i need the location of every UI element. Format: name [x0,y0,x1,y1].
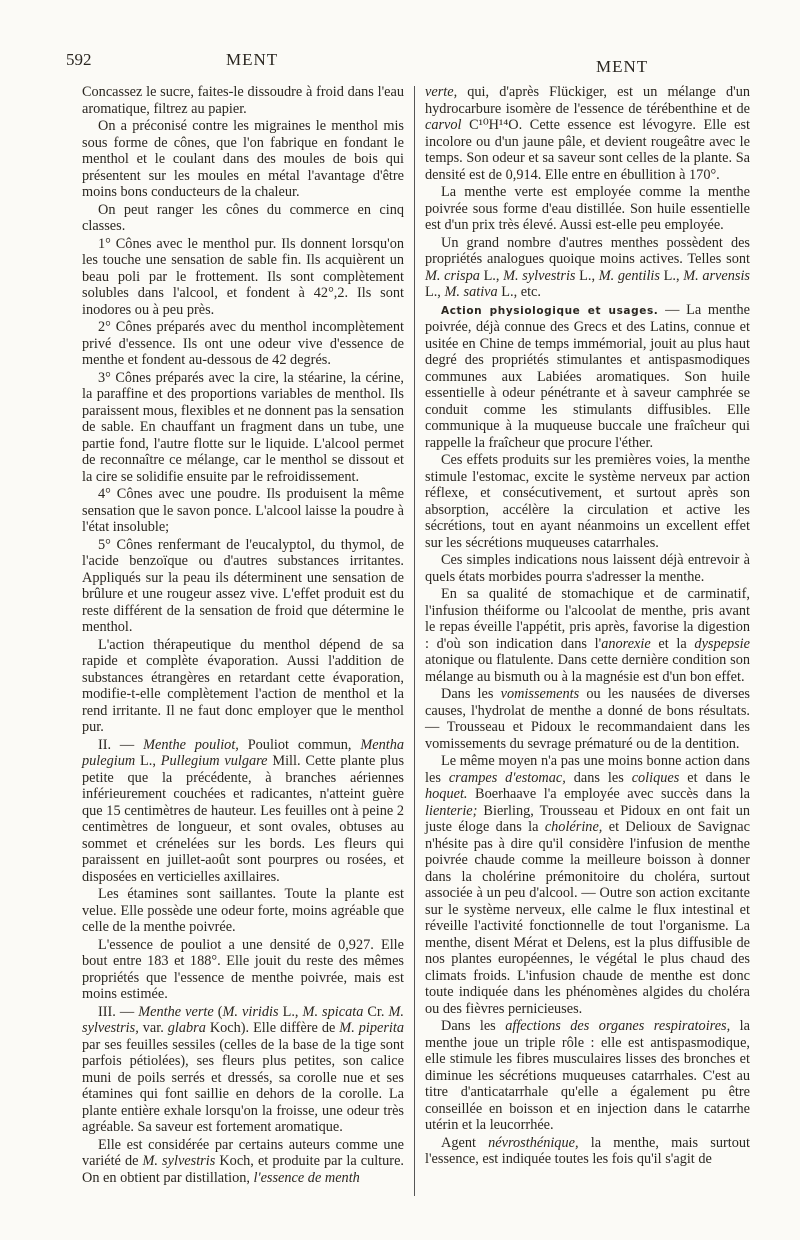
paragraph-menthe-verte [82,1004,404,1136]
paragraph: Ces effets produits sur les premières voies, la menthe stimule l'estomac, excite le système nerveux par action réflexe, et consécutivement, et surtout après son absorption, accélère la circulation et active les sécrétions, tout en ayant néanmoins un excellent effet sur les sécrétions muqueuses catarrhales. [425,452,750,551]
paragraph: Concassez le sucre, faites-le dissoudre à froid dans l'eau aromatique, filtrez au papier. [82,84,404,117]
running-head-left: MENT [226,50,279,69]
text-run: ( [213,1003,223,1020]
right-column [425,84,750,1169]
species-name: M. sylvestris [142,1153,216,1169]
text-run: la menthe, mais surtout l'essence, est indiquée toutes les fois qu'il s'agit de [425,1134,750,1167]
species-name: M. piperita [339,1020,404,1036]
left-column [82,84,404,1187]
paragraph: 5° Cônes renfermant de l'eucalyptol, du thymol, de l'acide benzoïque ou d'autres substances irritantes. Appliqués sur la peau ils déterminent une sensation de brûlure et une rougeur assez vive. L'effet produit est du reste différent de la sensation de froid que détermine le menthol. [82,536,404,635]
text-run: Koch, et produite par la culture. On en obtient par distillation, [82,1153,404,1186]
text-run: Un grand nombre d'autres menthes possèdent des propriétés analogues quoique moins actives. Telles sont [425,234,750,267]
paragraph [425,235,750,301]
text-run: L., [479,267,504,284]
text-run: atonique ou flatulente. Dans cette dernière condition son mélange au bismuth ou à la magnésie est d'un bon effet. [425,652,750,685]
species-name: glabra [167,1020,206,1036]
text-run: Bierling, Trousseau et Pidoux en ont fait un juste éloge dans la [425,802,750,835]
text-run: qui, d'après Flückiger, est un mélange d'un hydrocarbure isomère de l'essence de térébenthine et de [425,84,750,117]
species-name: Pullegium vulgare [160,753,268,769]
text-run: L., [278,1003,303,1020]
text-run: — La menthe poivrée, déjà connue des Grecs et des Latins, connue et usitée en Chine de temps immémorial, jouit au plus haut degré des propriétés stimulantes et antispasmodiques communes aux Labiées aromatiques. Son huile essentielle à odeur pénétrante et à saveur camphrée se conduit comme les stimulants diffusibles. Elle communique à la muqueuse buccale une fraîcheur qui rappelle la fraîcheur que procure l'éther. [425,301,750,451]
paragraph: 3° Cônes préparés avec la cire, la stéarine, la cérine, la paraffine et des proportions variables de menthol. Ils paraissent mous, flexibles et ne donnent pas la sensation de sable. En chauffant un fragment dans un tube, une partie fond, l'autre flotte sur le liquide. L'alcool permet de reconnaître ce mélange, car le menthol se dissout et la cire se solidifie ensuite par le refroidissement. [82,369,405,485]
paragraph [425,84,750,183]
text-run: Elle est considérée par certains auteurs comme une variété de [82,1136,404,1169]
text-run: Pouliot commun, [238,736,361,753]
emphasis: anorexie [601,635,651,652]
text-run: C¹⁰H¹⁴O. Cette essence est lévogyre. Elle est incolore ou d'un jaune pâle, et devient rougeâtre avec le temps. Son odeur et sa saveur sont celles de la plante. Sa densité est de 0,914. Elle entre en ébullition à 170°. [425,117,750,183]
text-run: L., [659,267,684,284]
text-run: Agent [441,1134,489,1151]
text-run: L., [425,284,445,300]
species-name: M. sylvestris, [82,1003,404,1036]
text-run: var. [138,1020,168,1036]
text-run: la menthe joue un triple rôle : elle est antispasmodique, elle stimule les fibres musculaires lisses des bronches et diminue les sécrétions muqueuses catarrhales. C'est au titre d'anticatarrhale qu'elle a également pu être conseillée en boisson et en injection dans le catarrhe utérin et la leucorrhée. [425,1018,750,1133]
emphasis: vomissements [500,686,580,702]
text-run: L., etc. [497,284,541,300]
paragraph: La menthe verte est employée comme la menthe poivrée sous forme d'eau distillée. Son huile essentielle est d'un prix très élevé. Aussi est-elle peu employée. [425,184,750,233]
species-name: M. viridis [222,1003,279,1020]
species-name: Menthe pouliot, [143,736,239,753]
paragraph [425,586,750,685]
paragraph: Ces simples indications nous laissent déjà entrevoir à quels états morbides pourra s'adresser la menthe. [425,552,750,585]
text-run: L., [575,267,599,284]
text-run: En sa qualité de stomachique et de carminatif, l'infusion théiforme ou l'alcoolat de menthe, pris avant le repas éveille l'appétit, pris après, favorise la digestion : d'où son indication dans l' [425,586,750,652]
emphasis: carvol [425,117,462,133]
text-run: Dans les [441,686,501,702]
species-name: M. gentilis [598,267,660,284]
text-run: Le même moyen n'a pas une moins bonne action dans les [425,753,750,786]
paragraph: On a préconisé contre les migraines le menthol mis sous forme de cônes, que l'on fabrique en fondant le menthol et le coulant dans des moules de bois qui présentent sur les moules en métal l'avantage d'être moins bons conducteurs de la chaleur. [82,118,404,200]
emphasis: dyspepsie [694,635,751,652]
paragraph: 2° Cônes préparés avec du menthol incomplètement privé d'essence. Ils ont une odeur vive d'essence de menthe et fondent au-dessous de 42 degrés. [82,319,404,368]
section-number: II. — [98,736,144,753]
paragraph-menthe-pouliot [82,737,404,886]
text-run: L., [135,753,161,769]
paragraph: 4° Cônes avec une poudre. Ils produisent la même sensation que le savon ponce. L'alcool laisse la poudre à l'état insoluble; [82,486,404,535]
text-run: Mill. Cette plante plus petite que la précédente, à branches aériennes inférieurement couchées et radicantes, n'atteint guère que 15 centimètres de hauteur. Les feuilles ont à peine 2 centimètres de longueur, et sont ovales, obtuses au sommet et crénelées sur les bords. Les fleurs qui paraissent en juillet-août sont pourpres ou rosées, et disposées en verticielles axillaires. [82,753,405,885]
species-name: Menthe verte [138,1003,214,1020]
paragraph [425,686,750,752]
paragraph [82,1137,404,1187]
text-run: Koch). Elle diffère de [205,1020,340,1036]
emphasis: névrosthénique, [488,1134,579,1151]
text-run: par ses feuilles sessiles (celles de la base de la tige sont parfois pétiolées), ses fleurs plus petites, son calice muni de poils serrés et dressés, sa corolle nue et ses étamines qui font saillie en dehors de la corolle. La plante entière exhale lorsqu'on la froisse, une odeur très agréable. Sa saveur est fortement aromatique. [82,1036,404,1135]
text-run: et Delioux de Savignac n'hésite pas à dire qu'il considère l'infusion de menthe poivrée chaude comme la meilleure boisson à donner dans la cholérine prémonitoire du choléra, surtout associée à un peu d'alcool. — Outre son action excitante sur le système nerveux, elle calme le flux intestinal et réveille l'activité fonctionnelle de tout l'organisme. La menthe, disent Mérat et Delens, est la plus diffusible de nos plantes européennes, le végétal le plus chaud des climats froids. L'infusion chaude de menthe est donc toute indiquée dans les phénomènes algides du choléra ou des fièvres pernicieuses. [425,819,750,1017]
emphasis: cholérine, [544,819,603,835]
text-run: dans les [565,769,632,786]
emphasis: hoquet. [425,786,468,802]
paragraph: 1° Cônes avec le menthol pur. Ils donnent lorsqu'on les touche une sensation de sable fin. Ils acquièrent un beau poli par le frottement. Ils sont complètement solubles dans l'alcool, et fondent à 42°,2. Ils sont inodores ou à peu près. [82,235,404,318]
paragraph [425,1135,750,1168]
paragraph: L'action thérapeutique du menthol dépend de sa rapide et complète évaporation. Aussi l'addition de substances étrangères en retardant cette évaporation, modifie-t-elle complètement l'action de menthol et la rend irritante. Il ne faut donc employer que le menthol pur. [82,636,404,735]
species-name: M. arvensis [683,267,750,284]
emphasis: affections des organes respiratoires, [505,1018,731,1034]
section-heading: Action physiologique et usages. [441,304,659,317]
species-name: M. sylvestris [503,267,576,284]
text-run: et la [650,635,695,652]
text-run: ou les nausées de diverses causes, l'hydrolat de menthe a donné de bons résultats. — Trousseau et Pidoux le recommandaient dans les vomissements du sevrage prématuré ou de la dentition. [425,686,750,752]
emphasis: coliques [631,769,680,786]
text-run: Cr. [363,1003,389,1020]
paragraph [425,1018,750,1134]
paragraph [425,753,750,1017]
paragraph-action-physiologique [425,302,750,452]
section-number: III. — [98,1003,139,1020]
column-divider [414,86,415,1196]
text-run: et dans le [679,769,750,786]
paragraph: On peut ranger les cônes du commerce en cinq classes. [82,201,404,234]
emphasis: crampes d'estomac, [448,769,566,786]
emphasis: l'essence de menth [253,1169,360,1186]
species-name: M. sativa [444,284,498,300]
emphasis: lienterie; [425,802,478,819]
running-head-right: MENT [596,57,649,76]
text-run: Dans les [441,1018,506,1034]
paragraph: L'essence de pouliot a une densité de 0,927. Elle bout entre 183 et 188°. Elle jouit du reste des mêmes propriétés que l'essence de menthe poivrée, mais est moins estimée. [82,936,404,1002]
species-name: M. crispa [425,267,480,284]
paragraph: Les étamines sont saillantes. Toute la plante est velue. Elle possède une odeur forte, moins agréable que celle de la menthe poivrée. [82,886,404,935]
emphasis: verte, [425,84,458,100]
text-run: Boerhaave l'a employée avec succès dans la [467,786,750,802]
species-name: M. spicata [302,1003,364,1020]
page-number: 592 [66,50,92,69]
species-name: Mentha pulegium [82,736,404,769]
